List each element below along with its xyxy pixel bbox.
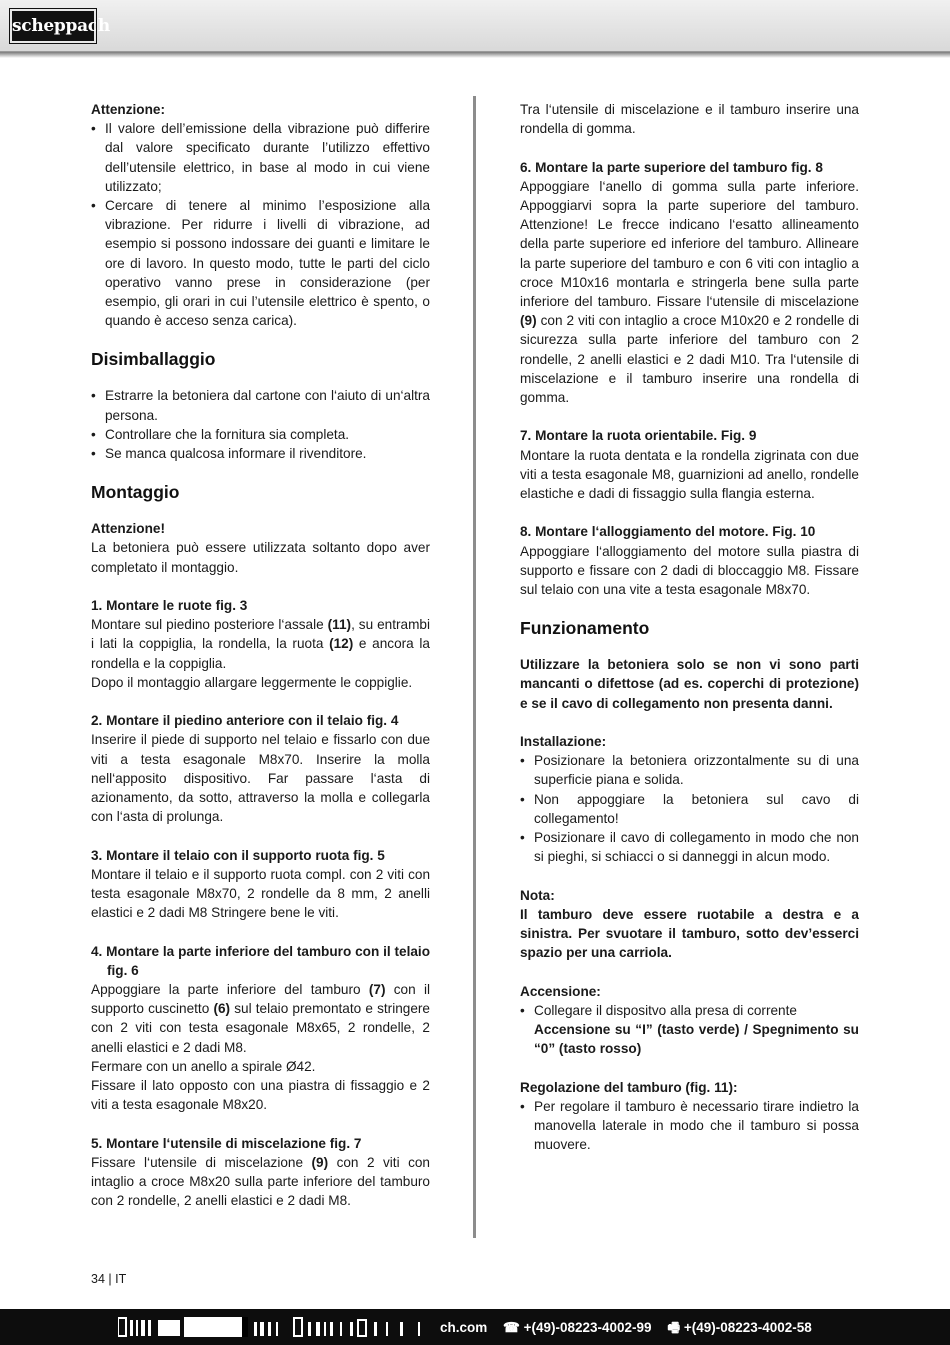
scheppach-logo: scheppach <box>10 9 96 43</box>
section-heading-disimballaggio: Disimballaggio <box>91 349 216 370</box>
step-heading: 6. Montare la parte superiore del tamburo fig. 8 <box>520 159 823 175</box>
paragraph: Montare sul piedino posteriore l‘assale (11), su entrambi i lati la coppiglia, la rondella, la ruota (12) e ancora la rondella e la coppiglia. <box>91 617 430 671</box>
page-footer <box>0 1309 950 1345</box>
unpacking-list <box>91 386 430 463</box>
paragraph: Fissare il lato opposto con una piastra di fissaggio e 2 viti a testa esagonale M8x20. <box>91 1078 430 1113</box>
paragraph: La betoniera può essere utilizzata soltanto dopo aver completato il montaggio. <box>91 540 430 575</box>
section-heading-montaggio: Montaggio <box>91 482 180 503</box>
power-on-list <box>520 1001 859 1059</box>
footer-fax: 🖷 +(49)-08223-4002-58 <box>667 1320 812 1335</box>
note-label: Nota: <box>520 887 555 903</box>
list-item: • Controllare che la fornitura sia completa. <box>91 425 430 444</box>
left-column <box>91 100 430 1210</box>
paragraph: Fissare l‘utensile di miscelazione (9) con 2 viti con intaglio a croce M8x20 sulla parte inferiore del tamburo con 2 rondelle, 2 anelli elastici e 2 dadi M8. <box>91 1154 430 1209</box>
list-item: • Estrarre la betoniera dal cartone con l‘aiuto di un‘altra persona. <box>91 386 430 424</box>
step-heading: 1. Montare le ruote fig. 3 <box>91 598 248 614</box>
paragraph: Inserire il piede di supporto nel telaio e fissarlo con due viti a testa esagonale M8x70. Inserire la molla nell‘apposito dispositivo. Far passare l‘asta di azionamento, da sotto, attraverso la molla e collegarla con l‘asta di prolunga. <box>91 732 430 825</box>
drum-adjust-label: Regolazione del tamburo (fig. 11): <box>520 1079 738 1095</box>
step-heading: 7. Montare la ruota orientabile. Fig. 9 <box>520 428 757 444</box>
install-list <box>520 751 859 866</box>
paragraph: Dopo il montaggio allargare leggermente le coppiglie. <box>91 674 413 690</box>
section-heading-funzionamento: Funzionamento <box>520 618 650 639</box>
step-heading: 5. Montare l‘utensile di miscelazione fig. 7 <box>91 1135 362 1151</box>
footer-url-fragment[interactable]: ch.com <box>440 1320 488 1335</box>
paragraph: Montare il telaio e il supporto ruota compl. con 2 viti con testa esagonale M8x70, 2 rondelle da 8 mm, 2 anelli elastici e 2 dadi M8 Stringere bene le viti. <box>91 866 430 921</box>
list-item: • Posizionare il cavo di collegamento in modo che non si pieghi, si schiacci o si danneggi in alcun modo. <box>520 828 859 866</box>
footer-phone: ☎ +(49)-08223-4002-99 <box>503 1320 652 1335</box>
paragraph: Appoggiare la parte inferiore del tamburo (7) con il supporto cuscinetto (6) sul telaio premontato e stringere con 2 viti con testa esagonale M8x65, 2 rondelle, 2 anelli elastici e 2 dadi M8. <box>91 982 430 1055</box>
list-item: • Se manca qualcosa informare il rivenditore. <box>91 444 430 463</box>
note-text: Il tamburo deve essere ruotabile a destra e a sinistra. Per svuotare il tamburo, sotto dev’esserci spazio per una carriola. <box>520 906 859 961</box>
list-item: • Il valore dell’emissione della vibrazione può differire dal valore specificato durante l’utilizzo effettivo dell’utensile elettrico, in base al modo in cui viene utilizzato; <box>91 119 430 196</box>
list-item: • Non appoggiare la betoniera sul cavo di collegamento! <box>520 790 859 828</box>
attention-label: Attenzione! <box>91 521 166 537</box>
install-label: Installazione: <box>520 734 607 750</box>
header-shadow <box>0 52 950 58</box>
drum-adjust-list <box>520 1097 859 1155</box>
warning-paragraph: Utilizzare la betoniera solo se non vi sono parti mancanti o difettose (ad es. coperchi di protezione) e se il cavo di collegamento non presenta danni. <box>520 657 859 711</box>
step-heading: 8. Montare l‘alloggiamento del motore. Fig. 10 <box>520 524 816 540</box>
footer-contact <box>440 1318 824 1341</box>
power-on-label: Accensione: <box>520 983 601 999</box>
attention-label: Attenzione: <box>91 102 166 117</box>
list-item: • Cercare di tenere al minimo l’esposizione alla vibrazione. Per ridurre i livelli di vibrazione, ad esempio si possono indossare dei guanti e limitare le ore di lavoro. In questo modo, tutte le parti del ciclo operativo vanno prese in considerazione (per esempio, gli orari in cui l’utensile elettrico è spento, o quando è acceso senza carica). <box>91 196 430 330</box>
paragraph: Appoggiare l‘alloggiamento del motore sulla piastra di supporto e fissare con 2 dadi di bloccaggio M8. Fissare sul telaio con una vite a testa esagonale M8x70. <box>520 543 859 598</box>
attention-list <box>91 119 430 330</box>
paragraph: Tra l‘utensile di miscelazione e il tamburo inserire una rondella di gomma. <box>520 102 859 137</box>
distorted-text-glyphs <box>118 1317 436 1337</box>
paragraph: Appoggiare l‘anello di gomma sulla parte inferiore. Appoggiarvi sopra la parte superiore del tamburo. Attenzione! Le frecce indicano l‘esatto allineamento della parte superiore ed inferiore del tamburo. Allineare la parte superiore del tamburo e con 6 viti con intaglio a croce M10x16 montarla e stringerla bene sulla parte inferiore del tamburo. Fissare l‘utensile di miscelazione (9) con 2 viti con intaglio a croce M10x20 e 2 rondelle di sicurezza sulla parte inferiore del tamburo con 2 rondelle, 2 anelli elastici e 2 dadi M10. Tra l‘utensile di miscelazione e il tamburo inserire una rondella di gomma. <box>520 178 859 406</box>
step-heading: 4. Montare la parte inferiore del tamburo con il telaio fig. 6 <box>91 943 430 978</box>
column-divider <box>473 96 476 1238</box>
paragraph: Fermare con un anello a spirale Ø42. <box>91 1058 316 1074</box>
footer-web-address-glyphs <box>118 1317 436 1337</box>
page-number: 34 | IT <box>91 1272 127 1286</box>
list-item: • Posizionare la betoniera orizzontalmente su di una superficie piana e solida. <box>520 751 859 789</box>
step-heading: 2. Montare il piedino anteriore con il telaio fig. 4 <box>91 713 399 729</box>
page-header <box>0 0 950 52</box>
paragraph: Montare la ruota dentata e la rondella zigrinata con due viti a testa esagonale M8, guarnizioni ad anello, rondelle elastiche e dadi di fissaggio sulla flangia esterna. <box>520 447 859 502</box>
step-heading: 3. Montare il telaio con il supporto ruota fig. 5 <box>91 847 385 863</box>
list-item: • Collegare il dispositvo alla presa di corrente Accensione su “I” (tasto verde) / Spegnimento su “0” (tasto rosso) <box>520 1001 859 1059</box>
list-item: • Per regolare il tamburo è necessario tirare indietro la manovella laterale in modo che il tamburo si possa muovere. <box>520 1097 859 1155</box>
right-column <box>520 100 859 1154</box>
